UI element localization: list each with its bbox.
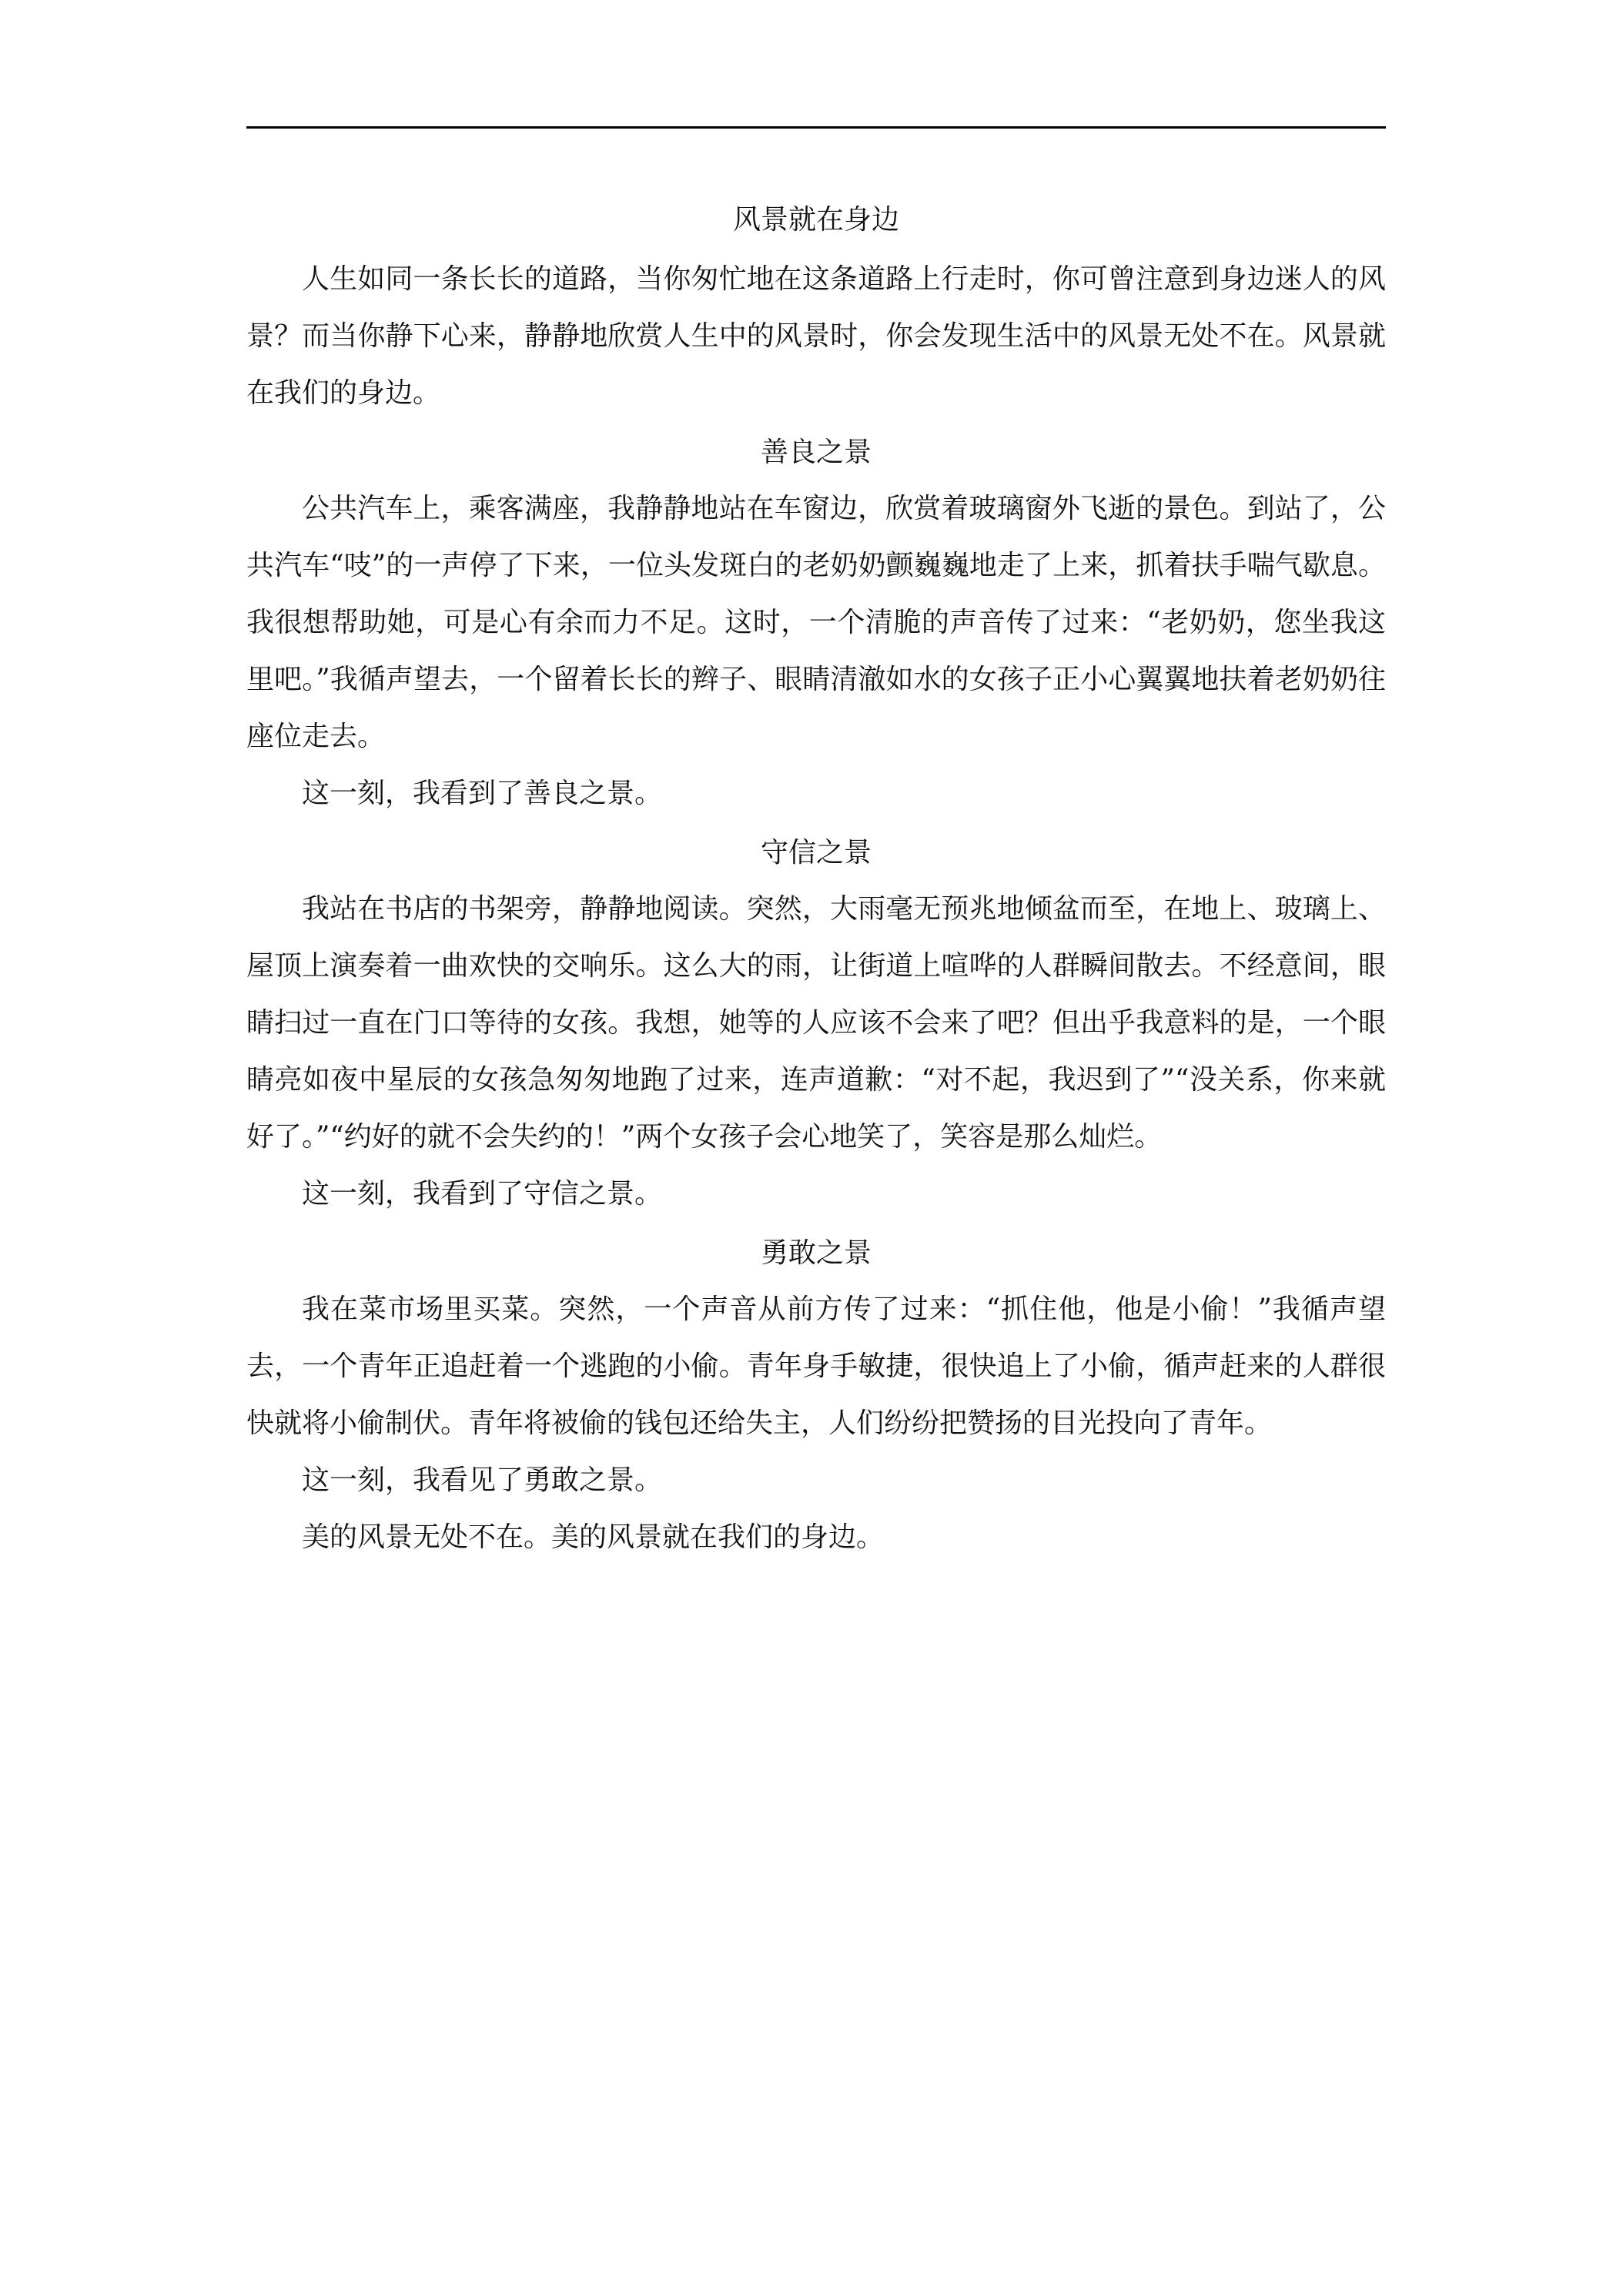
section-trust-conclusion: 这一刻，我看到了守信之景。 — [302, 1178, 663, 1210]
document-title: 风景就在身边 — [732, 204, 899, 236]
header-rule — [246, 126, 1386, 129]
section-kindness-conclusion: 这一刻，我看到了善良之景。 — [302, 778, 663, 809]
document-body — [246, 192, 1386, 1566]
section-trust-paragraph: 我站在书店的书架旁，静静地阅读。突然，大雨毫无预兆地倾盆而至，在地上、玻璃上、屋顶上演奏着一曲欢快的交响乐。这么大的雨，让街道上喧哗的人群瞬间散去。不经意间，眼睛扫过一直在门口等待的女孩。我想，她等的人应该不会来了吧？但出乎我意料的是，一个眼睛亮如夜中星辰的女孩急匆匆地跑了过来，连声道歉：“对不起，我迟到了”“没关系，你来就好了。”“约好的就不会失约的！”两个女孩子会心地笑了，笑容是那么灿烂。 — [246, 893, 1386, 1153]
section-heading-trust: 守信之景 — [760, 837, 872, 869]
section-courage-paragraph: 我在菜市场里买菜。突然，一个声音从前方传了过来：“抓住他，他是小偷！”我循声望去，一个青年正追赶着一个逃跑的小偷。青年身手敏捷，很快追上了小偷，循声赶来的人群很快就将小偷制伏。青年将被偷的钱包还给失主，人们纷纷把赞扬的目光投向了青年。 — [246, 1294, 1386, 1439]
intro-paragraph: 人生如同一条长长的道路，当你匆忙地在这条道路上行走时，你可曾注意到身边迷人的风景？而当你静下心来，静静地欣赏人生中的风景时，你会发现生活中的风景无处不在。风景就在我们的身边。 — [246, 263, 1386, 409]
section-courage-conclusion: 这一刻，我看见了勇敢之景。 — [302, 1464, 663, 1496]
section-heading-kindness: 善良之景 — [760, 437, 872, 468]
section-kindness-paragraph: 公共汽车上，乘客满座，我静静地站在车窗边，欣赏着玻璃窗外飞逝的景色。到站了，公共汽车“吱”的一声停了下来，一位头发斑白的老奶奶颤巍巍地走了上来，抓着扶手喘气歇息。我很想帮助她，可是心有余而力不足。这时，一个清脆的声音传了过来：“老奶奶，您坐我这里吧。”我循声望去，一个留着长长的辫子、眼睛清澈如水的女孩子正小心翼翼地扶着老奶奶往座位走去。 — [246, 493, 1386, 752]
section-heading-courage: 勇敢之景 — [760, 1237, 872, 1269]
closing-paragraph: 美的风景无处不在。美的风景就在我们的身边。 — [302, 1521, 885, 1553]
